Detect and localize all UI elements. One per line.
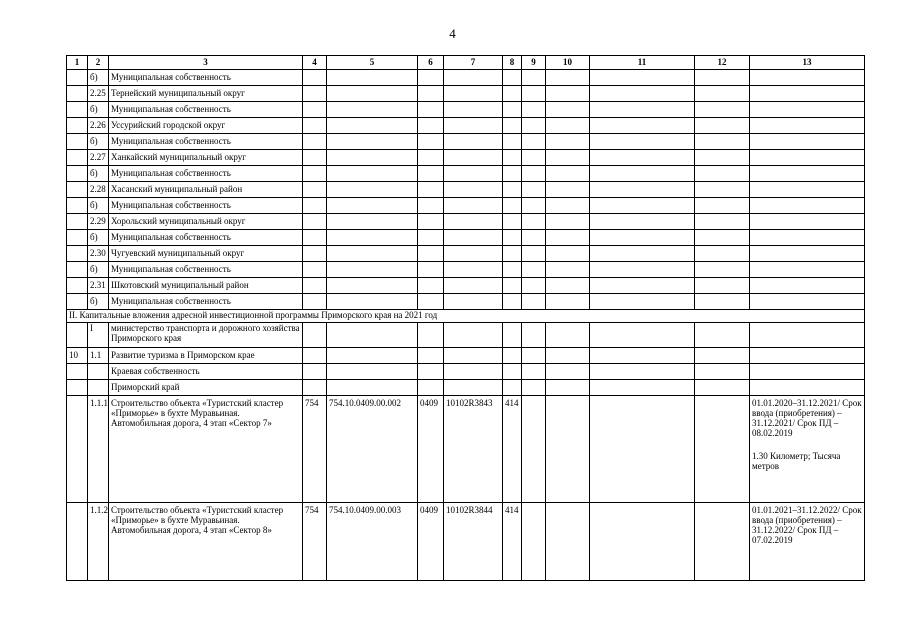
- primorsky-row: [67, 380, 865, 396]
- row-name: Муниципальная собственность: [109, 70, 303, 86]
- row-name: Муниципальная собственность: [109, 262, 303, 278]
- object-terms: 01.01.2021–31.12.2022/ Срок ввода (приобретения) – 31.12.2022/ Срок ПД – 07.02.2019: [752, 505, 862, 545]
- object-name: Строительство объекта «Туристский кластер «Приморье» в бухте Муравьиная. Автомобильная дорога, 4 этап «Сектор 7»: [109, 396, 303, 503]
- row-code: б): [88, 70, 109, 86]
- row-name: Уссурийский городской округ: [109, 118, 303, 134]
- object-expense-type: 414: [503, 396, 522, 503]
- object-target-article: 10102R3844: [444, 503, 503, 581]
- object-terms-cell: [750, 396, 865, 503]
- row-name: Муниципальная собственность: [109, 102, 303, 118]
- table-row: [67, 150, 865, 166]
- column-header: 1: [67, 56, 88, 70]
- column-header: 8: [503, 56, 522, 70]
- row-code: 2.30: [88, 246, 109, 262]
- table-row: [67, 198, 865, 214]
- table-row: [67, 182, 865, 198]
- column-header: 6: [418, 56, 444, 70]
- row-code: 2.29: [88, 214, 109, 230]
- primorsky-label: Приморский край: [109, 380, 303, 396]
- object-id: 754.10.0409.00.002: [327, 396, 418, 503]
- tourism-num: 10: [67, 348, 88, 364]
- object-section: 0409: [418, 503, 444, 581]
- row-code: 2.25: [88, 86, 109, 102]
- tourism-code: 1.1: [88, 348, 109, 364]
- object-grbs: 754: [303, 396, 327, 503]
- row-name: Муниципальная собственность: [109, 134, 303, 150]
- object-code: 1.1.2: [88, 503, 109, 581]
- tourism-row: [67, 348, 865, 364]
- object-target-article: 10102R3843: [444, 396, 503, 503]
- row-name: Хорольский муниципальный округ: [109, 214, 303, 230]
- table-row: [67, 246, 865, 262]
- section-title: II. Капитальные вложения адресной инвестиционной программы Приморского края на 2021 год: [67, 310, 865, 323]
- investment-program-table: [66, 55, 865, 581]
- row-name: Хасанский муниципальный район: [109, 182, 303, 198]
- row-name: Чугуевский муниципальный округ: [109, 246, 303, 262]
- section-row: [67, 310, 865, 323]
- table-row: [67, 214, 865, 230]
- object-terms: 01.01.2020–31.12.2021/ Срок ввода (приобретения) – 31.12.2021/ Срок ПД – 08.02.2019: [752, 398, 862, 438]
- object-row: [67, 503, 865, 581]
- table-row: [67, 134, 865, 150]
- column-header: 2: [88, 56, 109, 70]
- object-name: Строительство объекта «Туристский кластер «Приморье» в бухте Муравьиная. Автомобильная дорога, 4 этап «Сектор 8»: [109, 503, 303, 581]
- object-grbs: 754: [303, 503, 327, 581]
- column-header: 11: [590, 56, 695, 70]
- table-row: [67, 166, 865, 182]
- column-header: 12: [695, 56, 750, 70]
- row-code: 2.31: [88, 278, 109, 294]
- column-header: 7: [444, 56, 503, 70]
- row-code: б): [88, 102, 109, 118]
- row-name: Муниципальная собственность: [109, 198, 303, 214]
- row-code: б): [88, 134, 109, 150]
- row-name: Муниципальная собственность: [109, 166, 303, 182]
- ministry-row: [67, 323, 865, 348]
- row-code: 2.27: [88, 150, 109, 166]
- object-id: 754.10.0409.00.003: [327, 503, 418, 581]
- regional-property-row: [67, 364, 865, 380]
- object-code: 1.1.1: [88, 396, 109, 503]
- ministry-name: министерство транспорта и дорожного хозяйства Приморского края: [109, 323, 303, 348]
- object-expense-type: 414: [503, 503, 522, 581]
- row-code: б): [88, 294, 109, 310]
- row-code: б): [88, 198, 109, 214]
- column-header: 5: [327, 56, 418, 70]
- row-name: Ханкайский муниципальный округ: [109, 150, 303, 166]
- table-row: [67, 230, 865, 246]
- column-header: 3: [109, 56, 303, 70]
- page-number: 4: [449, 26, 456, 41]
- column-header: 4: [303, 56, 327, 70]
- table-row: [67, 70, 865, 86]
- row-name: Муниципальная собственность: [109, 230, 303, 246]
- row-name: Муниципальная собственность: [109, 294, 303, 310]
- row-name: Тернейский муниципальный округ: [109, 86, 303, 102]
- table-row: [67, 294, 865, 310]
- object-section: 0409: [418, 396, 444, 503]
- column-header: 13: [750, 56, 865, 70]
- regional-property-label: Краевая собственность: [109, 364, 303, 380]
- table-row: [67, 86, 865, 102]
- row-code: б): [88, 230, 109, 246]
- header-row: [67, 56, 865, 70]
- row-code: б): [88, 262, 109, 278]
- row-code: б): [88, 166, 109, 182]
- table-row: [67, 278, 865, 294]
- tourism-name: Развитие туризма в Приморском крае: [109, 348, 303, 364]
- object-capacity: 1.30 Километр; Тысяча метров: [752, 451, 841, 471]
- table-row: [67, 102, 865, 118]
- table-row: [67, 118, 865, 134]
- row-code: 2.28: [88, 182, 109, 198]
- table-row: [67, 262, 865, 278]
- object-terms-cell: [750, 503, 865, 581]
- column-header: 9: [522, 56, 546, 70]
- row-name: Шкотовский муниципальный район: [109, 278, 303, 294]
- object-row: [67, 396, 865, 503]
- ministry-code: I: [88, 323, 109, 348]
- column-header: 10: [546, 56, 590, 70]
- row-code: 2.26: [88, 118, 109, 134]
